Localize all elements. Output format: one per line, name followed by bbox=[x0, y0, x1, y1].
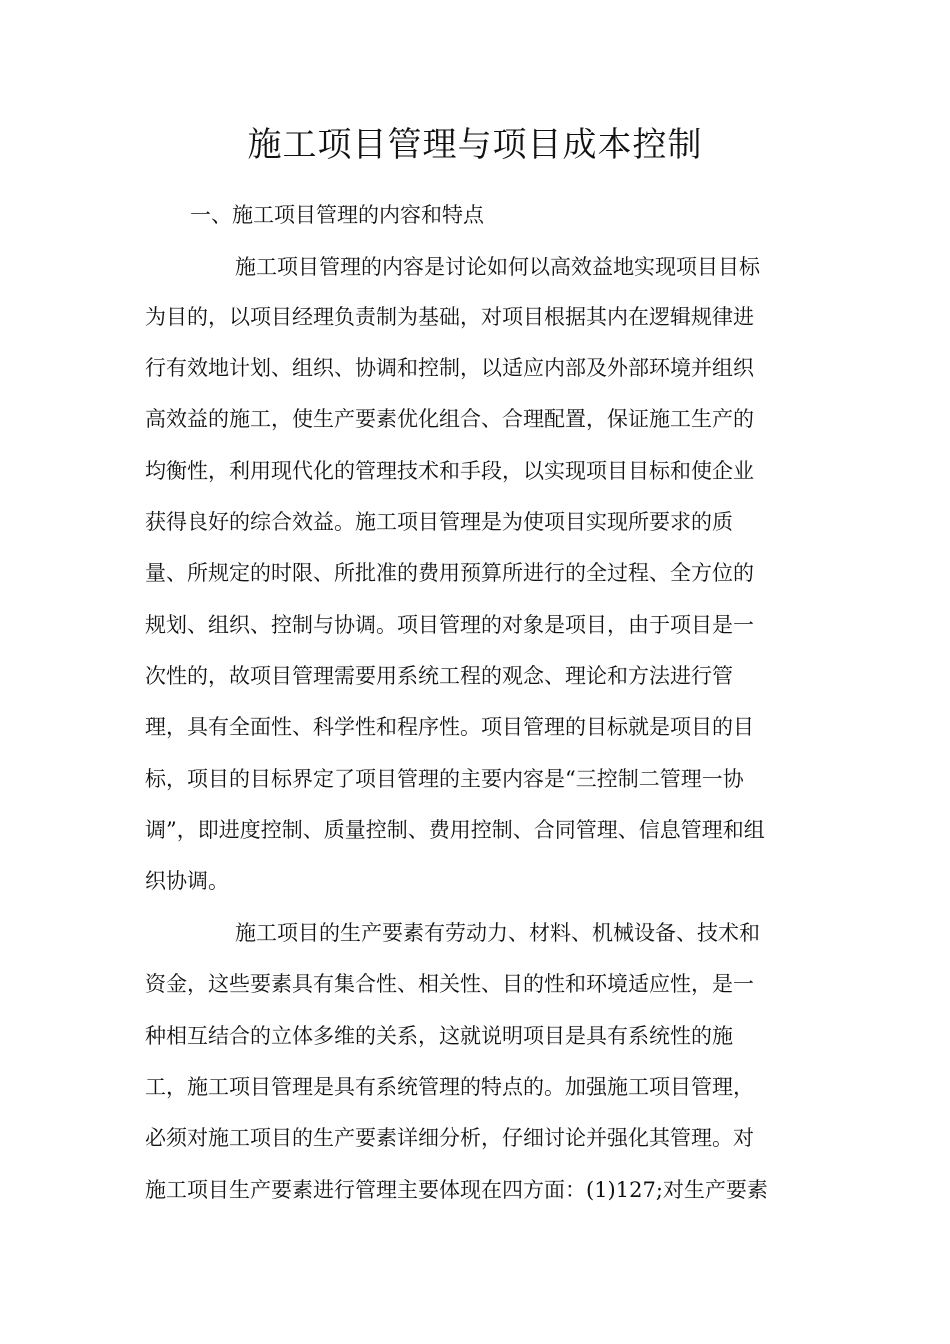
section-heading: 一、施工项目管理的内容和特点 bbox=[190, 203, 484, 227]
text-line: 必须对施工项目的生产要素详细分析，仔细讨论并强化其管理。对 bbox=[145, 1126, 754, 1150]
text-line: 理，具有全面性、科学性和程序性。项目管理的目标就是项目的目 bbox=[145, 715, 754, 739]
text-line: 高效益的施工，使生产要素优化组合、合理配置，保证施工生产的 bbox=[145, 407, 754, 431]
text-line: 资金，这些要素具有集合性、相关性、目的性和环境适应性，是一 bbox=[145, 972, 754, 996]
text-line: 织协调。 bbox=[145, 869, 229, 893]
text-line: 施工项目管理的内容是讨论如何以高效益地实现项目目标 bbox=[235, 255, 760, 279]
text-line: 为目的，以项目经理负责制为基础，对项目根据其内在逻辑规律进 bbox=[145, 305, 754, 329]
text-line: 次性的，故项目管理需要用系统工程的观念、理论和方法进行管 bbox=[145, 664, 733, 688]
text-line: 施工项目的生产要素有劳动力、材料、机械设备、技术和 bbox=[235, 921, 760, 945]
text-line: 种相互结合的立体多维的关系，这就说明项目是具有系统性的施 bbox=[145, 1024, 733, 1048]
text-line: 工，施工项目管理是具有系统管理的特点的。加强施工项目管理， bbox=[145, 1075, 754, 1099]
text-line: 行有效地计划、组织、协调和控制，以适应内部及外部环境并组织 bbox=[145, 356, 754, 380]
text-line: 规划、组织、控制与协调。项目管理的对象是项目，由于项目是一 bbox=[145, 613, 754, 637]
text-line: 调”，即进度控制、质量控制、费用控制、合同管理、信息管理和组 bbox=[145, 818, 765, 842]
text-line: 获得良好的综合效益。施工项目管理是为使项目实现所要求的质 bbox=[145, 510, 733, 534]
text-line: 均衡性，利用现代化的管理技术和手段，以实现项目目标和使企业 bbox=[145, 459, 754, 483]
document-title: 施工项目管理与项目成本控制 bbox=[247, 125, 703, 165]
text-line: 施工项目生产要素进行管理主要体现在四方面：(1)127;对生产要素 bbox=[145, 1178, 768, 1202]
text-line: 标，项目的目标界定了项目管理的主要内容是“三控制二管理一协 bbox=[145, 767, 744, 791]
text-line: 量、所规定的时限、所批准的费用预算所进行的全过程、全方位的 bbox=[145, 561, 754, 585]
